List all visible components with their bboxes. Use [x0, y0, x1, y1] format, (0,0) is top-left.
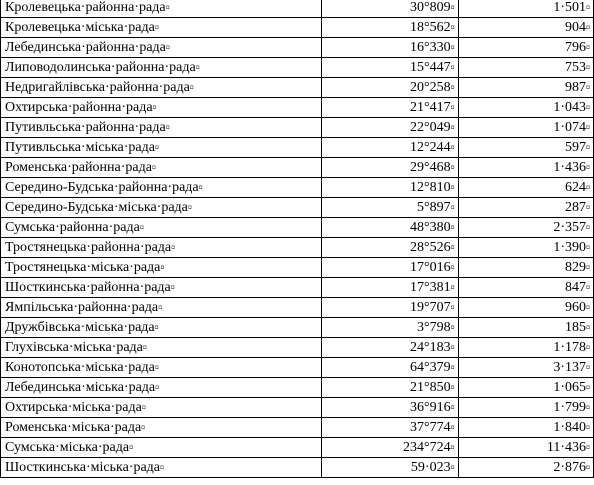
- table-row: [1, 0, 594, 18]
- cell-end-mark: ¤: [450, 283, 455, 292]
- cell-end-mark: ¤: [165, 123, 170, 132]
- table-cell-v1: [322, 378, 458, 398]
- cell-end-mark: ¤: [139, 223, 144, 232]
- cell-text: Липоводолинська·районна·рада: [5, 60, 196, 75]
- cell-text: 24°183: [409, 340, 451, 355]
- table-cell-v1: [322, 78, 458, 98]
- cell-end-mark: ¤: [198, 183, 203, 192]
- cell-text: Лебединська·районна·рада: [5, 40, 166, 55]
- table-cell-name: [1, 158, 322, 178]
- table-cell-name: [1, 138, 322, 158]
- cell-text: Дружбівська·міська·рада: [5, 320, 155, 335]
- cell-text: 904: [565, 20, 586, 35]
- cell-end-mark: ¤: [160, 263, 165, 272]
- table-row: [1, 298, 594, 318]
- cell-end-mark: ¤: [586, 23, 590, 32]
- table-cell-v1: [322, 198, 458, 218]
- cell-end-mark: ¤: [450, 163, 455, 172]
- cell-text: 1·065: [553, 380, 586, 395]
- cell-end-mark: ¤: [154, 363, 159, 372]
- table-row: [1, 278, 594, 298]
- cell-end-mark: ¤: [450, 143, 455, 152]
- cell-text: 59·023: [410, 460, 451, 475]
- table-row: [1, 458, 594, 478]
- table-row: [1, 98, 594, 118]
- cell-text: Тростянецька·районна·рада: [5, 240, 172, 255]
- cell-text: Кролевецька·міська·рада: [5, 20, 155, 35]
- table-row: [1, 378, 594, 398]
- cell-text: Охтирська·районна·рада: [5, 100, 153, 115]
- cell-end-mark: ¤: [450, 83, 455, 92]
- cell-end-mark: ¤: [450, 383, 455, 392]
- cell-end-mark: ¤: [586, 203, 590, 212]
- cell-end-mark: ¤: [450, 343, 455, 352]
- table-cell-name: [1, 198, 322, 218]
- table-cell-v1: [322, 178, 458, 198]
- table-row: [1, 158, 594, 178]
- table-cell-name: [1, 378, 322, 398]
- table-row: [1, 118, 594, 138]
- table-cell-name: [1, 18, 322, 38]
- table-row: [1, 18, 594, 38]
- cell-end-mark: ¤: [450, 263, 455, 272]
- table-cell-v2: [458, 318, 593, 338]
- table-cell-v1: [322, 218, 458, 238]
- cell-text: 48°380: [409, 220, 451, 235]
- cell-text: 30°809: [409, 0, 451, 15]
- cell-end-mark: ¤: [450, 123, 455, 132]
- table-cell-name: [1, 318, 322, 338]
- cell-text: 1·178: [553, 340, 586, 355]
- cell-end-mark: ¤: [450, 183, 455, 192]
- cell-end-mark: ¤: [586, 423, 590, 432]
- table-cell-v1: [322, 158, 458, 178]
- cell-end-mark: ¤: [189, 83, 194, 92]
- table-cell-name: [1, 118, 322, 138]
- cell-end-mark: ¤: [170, 283, 175, 292]
- cell-text: 11·436: [546, 440, 586, 455]
- cell-end-mark: ¤: [165, 3, 170, 12]
- table-cell-name: [1, 458, 322, 478]
- cell-end-mark: ¤: [450, 23, 455, 32]
- cell-end-mark: ¤: [154, 23, 159, 32]
- table-cell-v2: [458, 0, 593, 18]
- cell-text: Кролевецька·районна·рада: [5, 0, 166, 15]
- cell-end-mark: ¤: [450, 43, 455, 52]
- table-cell-v1: [322, 38, 458, 58]
- cell-text: Тростянецька·міська·рада: [5, 260, 161, 275]
- table-row: [1, 218, 594, 238]
- cell-end-mark: ¤: [165, 43, 170, 52]
- cell-text: 753: [565, 60, 586, 75]
- table-cell-v1: [322, 458, 458, 478]
- cell-end-mark: ¤: [586, 383, 590, 392]
- cell-text: 21°417: [409, 100, 451, 115]
- table-cell-v1: [322, 338, 458, 358]
- cell-text: 2·357: [553, 220, 586, 235]
- cell-end-mark: ¤: [141, 423, 146, 432]
- table-cell-v2: [458, 438, 593, 458]
- table-cell-v1: [322, 98, 458, 118]
- cell-text: Середино-Будська·міська·рада: [5, 200, 188, 215]
- cell-end-mark: ¤: [586, 183, 590, 192]
- cell-text: 37°774: [409, 420, 451, 435]
- table-cell-name: [1, 98, 322, 118]
- table-cell-v2: [458, 178, 593, 198]
- cell-end-mark: ¤: [152, 103, 157, 112]
- cell-text: 1·043: [553, 100, 586, 115]
- table-row: [1, 398, 594, 418]
- cell-end-mark: ¤: [586, 163, 590, 172]
- cell-end-mark: ¤: [586, 223, 590, 232]
- table-cell-v2: [458, 458, 593, 478]
- cell-text: Шосткинська·районна·рада: [5, 280, 171, 295]
- table-cell-v1: [322, 318, 458, 338]
- cell-text: 3°798: [416, 320, 451, 335]
- table-body: [1, 0, 594, 478]
- cell-end-mark: ¤: [586, 343, 590, 352]
- cell-text: 597: [565, 140, 586, 155]
- cell-text: 21°850: [409, 380, 451, 395]
- table-cell-name: [1, 398, 322, 418]
- table-cell-name: [1, 58, 322, 78]
- table-cell-v2: [458, 258, 593, 278]
- table-row: [1, 238, 594, 258]
- table-row: [1, 438, 594, 458]
- cell-text: 1·074: [553, 120, 586, 135]
- cell-end-mark: ¤: [586, 263, 590, 272]
- cell-text: 28°526: [409, 240, 451, 255]
- cell-end-mark: ¤: [586, 123, 590, 132]
- cell-end-mark: ¤: [586, 283, 590, 292]
- cell-text: 12°810: [409, 180, 451, 195]
- cell-text: 18°562: [409, 20, 451, 35]
- cell-text: 185: [565, 320, 586, 335]
- table-cell-v1: [322, 438, 458, 458]
- cell-text: 1·390: [553, 240, 586, 255]
- cell-text: Путивльська·міська·рада: [5, 140, 155, 155]
- cell-text: Конотопська·міська·рада: [5, 360, 155, 375]
- cell-text: 1·799: [553, 400, 586, 415]
- table-cell-v2: [458, 58, 593, 78]
- cell-end-mark: ¤: [450, 303, 455, 312]
- table-cell-v2: [458, 158, 593, 178]
- cell-text: Роменська·міська·рада: [5, 420, 142, 435]
- cell-text: Середино-Будська·районна·рада: [5, 180, 199, 195]
- cell-end-mark: ¤: [187, 203, 192, 212]
- cell-text: 16°330: [409, 40, 451, 55]
- cell-text: 960: [565, 300, 586, 315]
- cell-text: 22°049: [409, 120, 451, 135]
- table-cell-name: [1, 358, 322, 378]
- cell-text: Шосткинська·міська·рада: [5, 460, 161, 475]
- table-cell-v2: [458, 238, 593, 258]
- table-cell-v2: [458, 218, 593, 238]
- table-cell-name: [1, 218, 322, 238]
- table-cell-v2: [458, 138, 593, 158]
- cell-end-mark: ¤: [586, 363, 590, 372]
- cell-end-mark: ¤: [586, 103, 590, 112]
- cell-end-mark: ¤: [141, 403, 146, 412]
- cell-text: 19°707: [409, 300, 451, 315]
- cell-end-mark: ¤: [586, 323, 590, 332]
- table-cell-v2: [458, 298, 593, 318]
- table-cell-name: [1, 258, 322, 278]
- table-cell-v2: [458, 198, 593, 218]
- cell-text: 5°897: [416, 200, 451, 215]
- cell-text: Сумська·міська·рада: [5, 440, 130, 455]
- cell-end-mark: ¤: [450, 103, 455, 112]
- cell-end-mark: ¤: [195, 63, 200, 72]
- cell-text: Охтирська·міська·рада: [5, 400, 142, 415]
- cell-end-mark: ¤: [586, 403, 590, 412]
- table-row: [1, 198, 594, 218]
- cell-text: Ямпільська·районна·рада: [5, 300, 159, 315]
- cell-end-mark: ¤: [586, 443, 590, 452]
- cell-text: 36°916: [409, 400, 451, 415]
- table-row: [1, 318, 594, 338]
- cell-text: 17°016: [409, 260, 451, 275]
- cell-end-mark: ¤: [450, 243, 455, 252]
- table-row: [1, 38, 594, 58]
- cell-end-mark: ¤: [160, 463, 165, 472]
- cell-end-mark: ¤: [586, 3, 590, 12]
- table-cell-v2: [458, 278, 593, 298]
- cell-text: 987: [565, 80, 586, 95]
- cell-text: 1·436: [553, 160, 586, 175]
- cell-end-mark: ¤: [450, 403, 455, 412]
- table-cell-name: [1, 38, 322, 58]
- cell-end-mark: ¤: [586, 143, 590, 152]
- table-cell-v1: [322, 258, 458, 278]
- cell-end-mark: ¤: [450, 423, 455, 432]
- cell-end-mark: ¤: [450, 323, 455, 332]
- table-cell-v1: [322, 358, 458, 378]
- table-cell-name: [1, 238, 322, 258]
- cell-text: 64°379: [409, 360, 451, 375]
- cell-text: 624: [565, 180, 586, 195]
- table-cell-v1: [322, 58, 458, 78]
- cell-end-mark: ¤: [450, 443, 455, 452]
- cell-text: 29°468: [409, 160, 451, 175]
- table-row: [1, 358, 594, 378]
- table-cell-name: [1, 418, 322, 438]
- table-cell-name: [1, 298, 322, 318]
- cell-text: 12°244: [409, 140, 451, 155]
- table-row: [1, 338, 594, 358]
- table-cell-v1: [322, 0, 458, 18]
- cell-text: Сумська·районна·рада: [5, 220, 140, 235]
- cell-end-mark: ¤: [586, 43, 590, 52]
- table-cell-v1: [322, 298, 458, 318]
- table-row: [1, 178, 594, 198]
- table-cell-v2: [458, 98, 593, 118]
- table-cell-v1: [322, 398, 458, 418]
- cell-end-mark: ¤: [586, 63, 590, 72]
- cell-end-mark: ¤: [450, 3, 455, 12]
- table-row: [1, 258, 594, 278]
- cell-text: 847: [565, 280, 586, 295]
- table-cell-name: [1, 338, 322, 358]
- cell-end-mark: ¤: [154, 323, 159, 332]
- table-cell-v1: [322, 418, 458, 438]
- cell-end-mark: ¤: [586, 463, 590, 472]
- cell-end-mark: ¤: [450, 63, 455, 72]
- cell-text: Лебединська·міська·рада: [5, 380, 156, 395]
- cell-end-mark: ¤: [154, 143, 159, 152]
- table-cell-name: [1, 0, 322, 18]
- cell-end-mark: ¤: [129, 443, 134, 452]
- cell-end-mark: ¤: [450, 463, 455, 472]
- cell-text: Путивльська·районна·рада: [5, 120, 166, 135]
- cell-end-mark: ¤: [151, 163, 156, 172]
- table-cell-v2: [458, 358, 593, 378]
- table-cell-v2: [458, 418, 593, 438]
- table-cell-name: [1, 438, 322, 458]
- cell-text: 234°724: [402, 440, 451, 455]
- cell-text: Глухівська·міська·рада: [5, 340, 143, 355]
- table-cell-v2: [458, 78, 593, 98]
- cell-end-mark: ¤: [142, 343, 147, 352]
- cell-text: 15°447: [409, 60, 451, 75]
- cell-end-mark: ¤: [155, 383, 160, 392]
- cell-text: 3·137: [553, 360, 586, 375]
- cell-text: 17°381: [409, 280, 451, 295]
- table-cell-v1: [322, 278, 458, 298]
- table-cell-v2: [458, 18, 593, 38]
- cell-end-mark: ¤: [450, 223, 455, 232]
- table-cell-v1: [322, 118, 458, 138]
- cell-text: 1·501: [553, 0, 586, 15]
- table-cell-v1: [322, 18, 458, 38]
- cell-text: Недригайлівська·районна·рада: [5, 80, 190, 95]
- table-row: [1, 418, 594, 438]
- table-row: [1, 78, 594, 98]
- table-cell-name: [1, 278, 322, 298]
- cell-end-mark: ¤: [450, 363, 455, 372]
- cell-text: 20°258: [409, 80, 451, 95]
- table-cell-v1: [322, 138, 458, 158]
- table-cell-v2: [458, 38, 593, 58]
- cell-end-mark: ¤: [158, 303, 163, 312]
- cell-end-mark: ¤: [171, 243, 176, 252]
- cell-end-mark: ¤: [586, 303, 590, 312]
- table-row: [1, 58, 594, 78]
- cell-end-mark: ¤: [586, 83, 590, 92]
- cell-end-mark: ¤: [586, 243, 590, 252]
- table-cell-v1: [322, 238, 458, 258]
- table-cell-v2: [458, 338, 593, 358]
- table-cell-name: [1, 78, 322, 98]
- table-cell-v2: [458, 118, 593, 138]
- cell-text: 829: [565, 260, 586, 275]
- table-row: [1, 138, 594, 158]
- cell-text: 1·840: [553, 420, 586, 435]
- table-cell-name: [1, 178, 322, 198]
- table-cell-v2: [458, 378, 593, 398]
- cell-end-mark: ¤: [450, 203, 455, 212]
- cell-text: 2·876: [553, 460, 586, 475]
- table-cell-v2: [458, 398, 593, 418]
- cell-text: Роменська·районна·рада: [5, 160, 152, 175]
- cell-text: 287: [565, 200, 586, 215]
- cell-text: 796: [565, 40, 586, 55]
